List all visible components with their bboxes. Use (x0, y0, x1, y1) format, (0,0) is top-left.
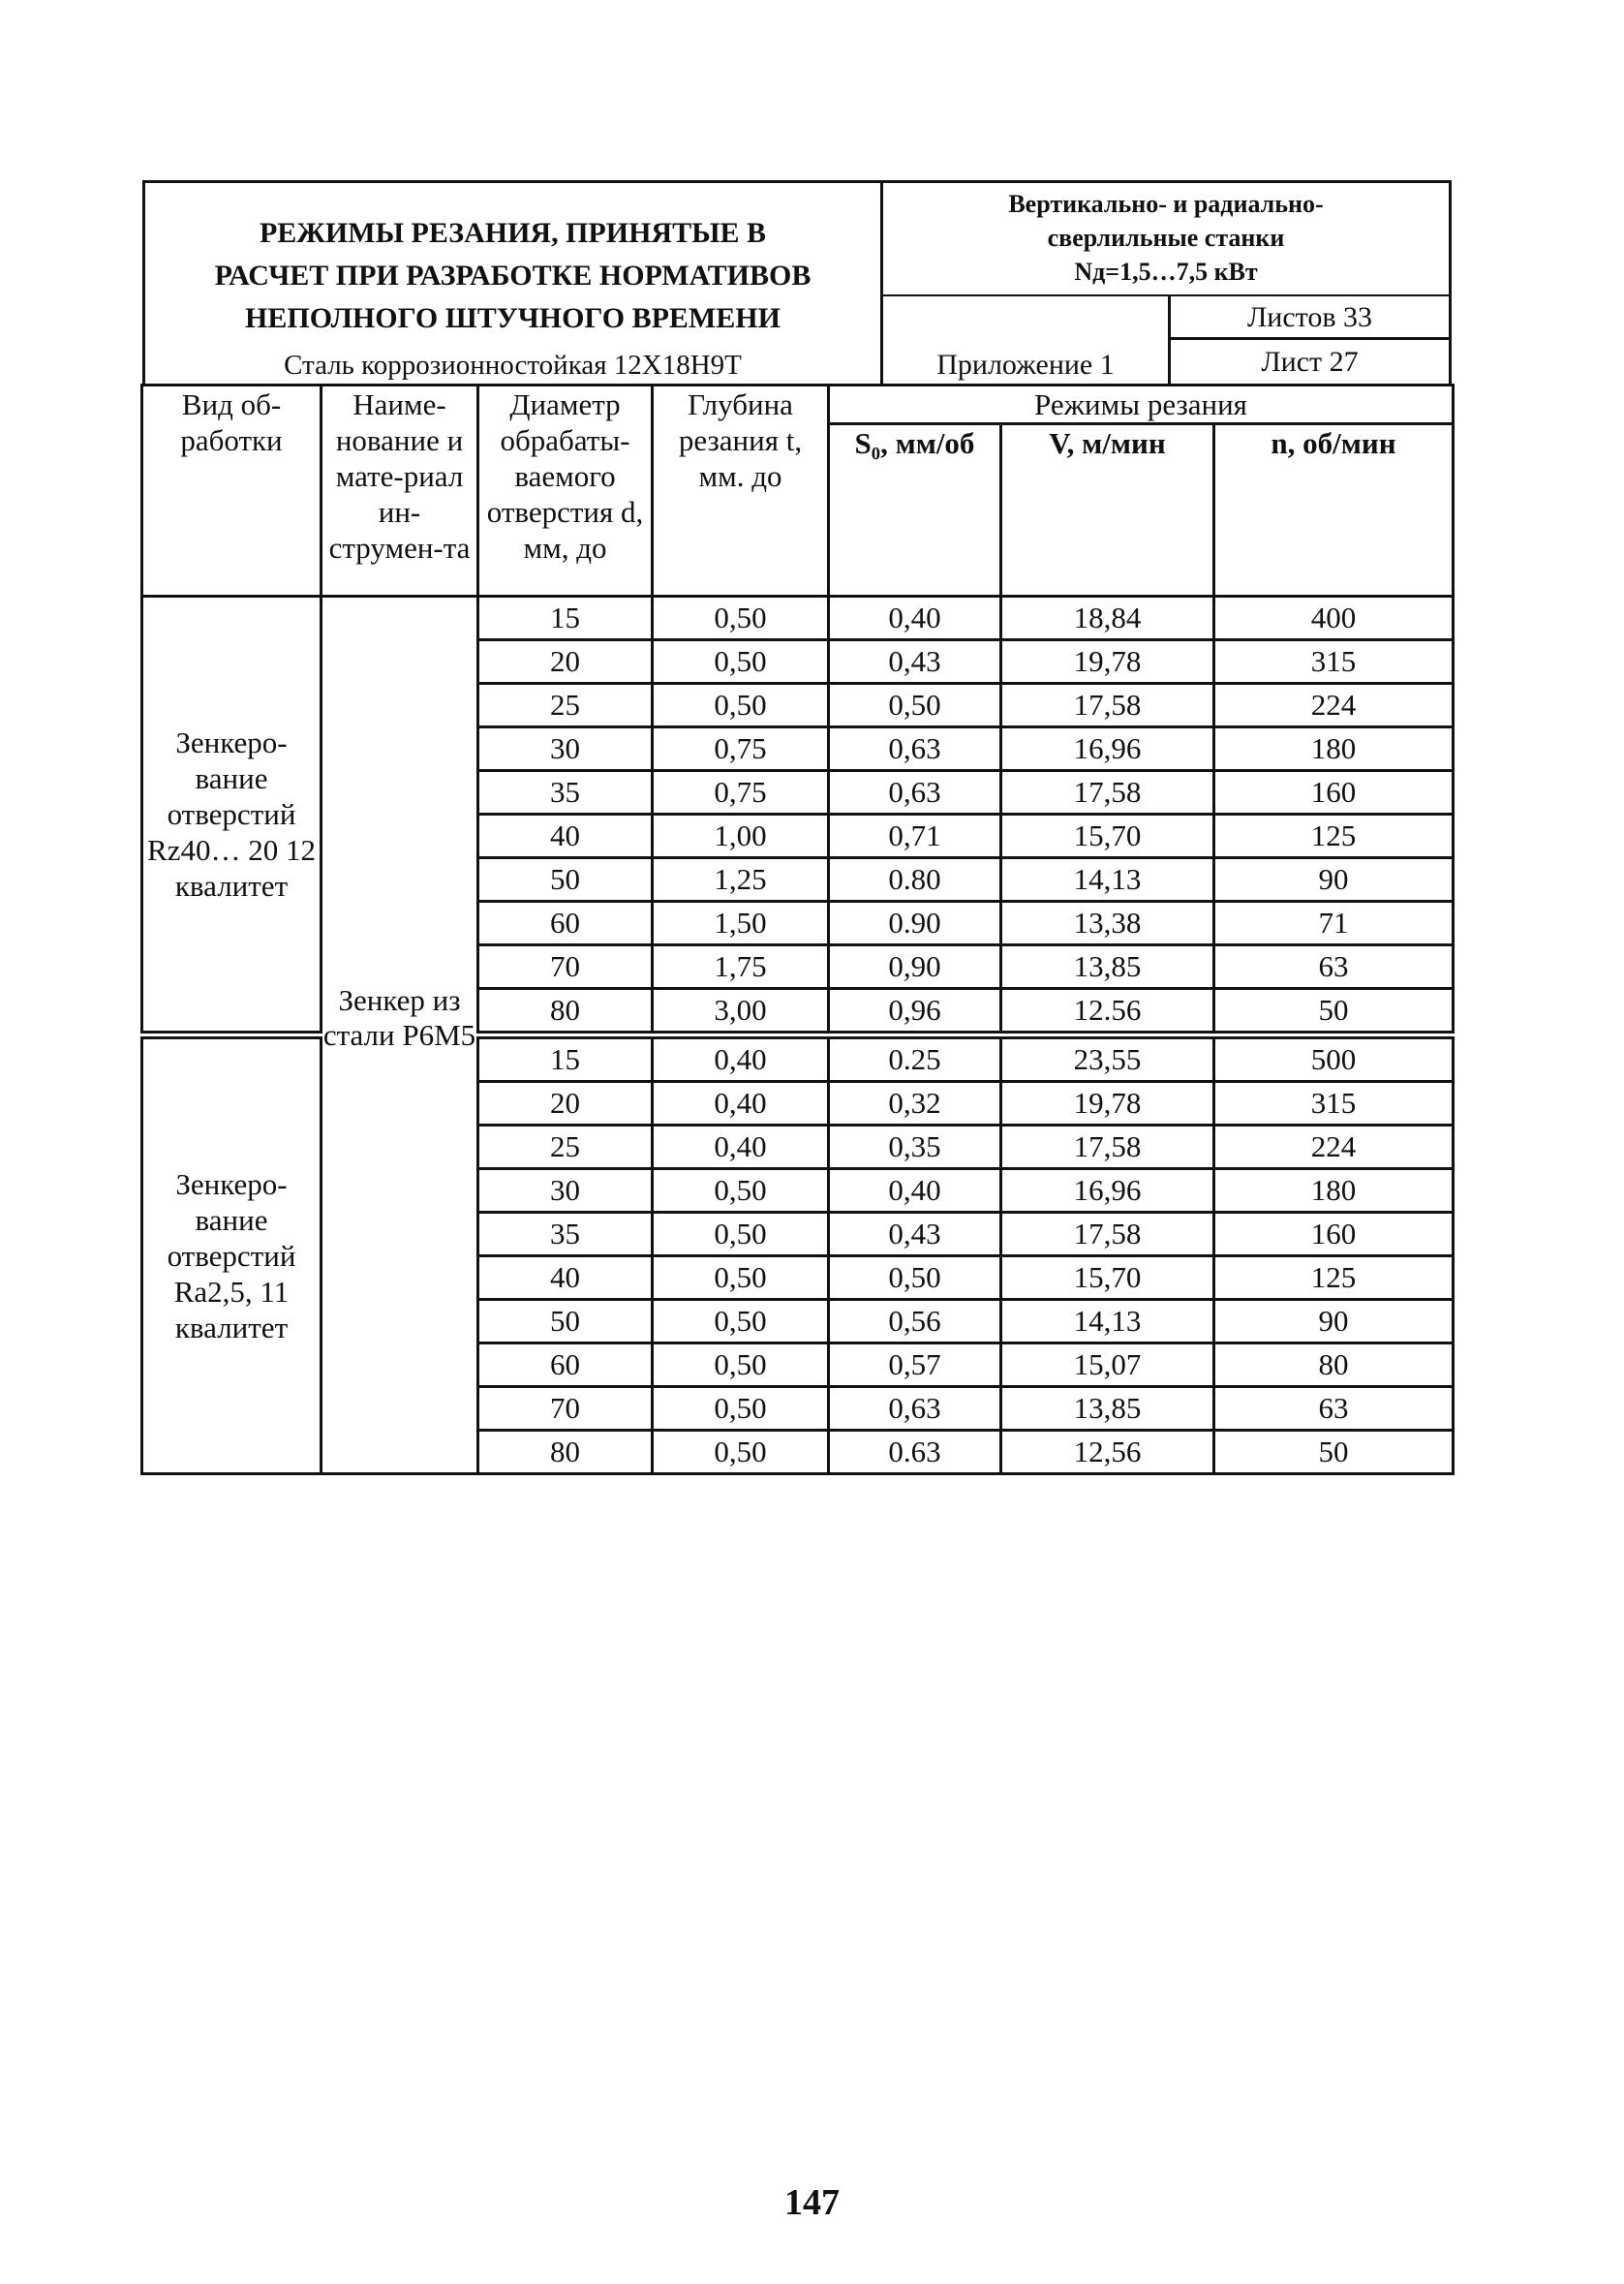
cell-s: 0,63 (829, 727, 1001, 771)
cell-n: 224 (1214, 684, 1454, 727)
cell-s: 0,63 (829, 1387, 1001, 1431)
cell-t: 0,50 (653, 1169, 829, 1213)
machine-block (880, 180, 1452, 296)
col-feed-header: S₀, мм/об (829, 424, 1001, 597)
col-operation-header: Вид об-работки (142, 386, 322, 597)
cell-t: 3,00 (653, 989, 829, 1035)
cell-s: 0,35 (829, 1126, 1001, 1169)
cell-d: 50 (478, 858, 653, 902)
cell-n: 63 (1214, 1387, 1454, 1431)
machine-line-2: сверлильные станки (1047, 224, 1285, 252)
cell-v: 12,56 (1001, 1431, 1214, 1474)
cell-v: 14,13 (1001, 1300, 1214, 1343)
cell-n: 125 (1214, 1256, 1454, 1300)
cell-d: 70 (478, 945, 653, 989)
cell-n: 180 (1214, 727, 1454, 771)
cell-v: 19,78 (1001, 640, 1214, 684)
cell-t: 0,40 (653, 1035, 829, 1082)
cell-v: 15,70 (1001, 815, 1214, 858)
cell-d: 80 (478, 989, 653, 1035)
cell-t: 1,25 (653, 858, 829, 902)
cell-d: 50 (478, 1300, 653, 1343)
cell-n: 500 (1214, 1035, 1454, 1082)
title-line-2: РАСЧЕТ ПРИ РАЗРАБОТКЕ НОРМАТИВОВ (214, 260, 812, 292)
cell-s: 0,43 (829, 640, 1001, 684)
sheet-number: Лист 27 (1171, 340, 1452, 384)
cell-d: 20 (478, 640, 653, 684)
cell-n: 90 (1214, 1300, 1454, 1343)
steel-grade: Сталь коррозионностойкая 12Х18Н9Т (284, 350, 742, 381)
cell-d: 80 (478, 1431, 653, 1474)
cell-n: 160 (1214, 771, 1454, 815)
appendix-cell (880, 296, 1171, 384)
cell-v: 14,13 (1001, 858, 1214, 902)
col-speed-header: V, м/мин (1001, 424, 1214, 597)
cell-n: 400 (1214, 597, 1454, 640)
cutting-modes-table (140, 384, 1455, 1475)
cell-d: 30 (478, 727, 653, 771)
tool-label: Зенкер из стали Р6М5 (322, 983, 476, 1052)
cell-t: 0,40 (653, 1082, 829, 1126)
cell-v: 17,58 (1001, 1213, 1214, 1256)
cell-v: 15,70 (1001, 1256, 1214, 1300)
cell-s: 0,43 (829, 1213, 1001, 1256)
col-tool-header: Наиме-нование и мате-риал ин-струмен-та (322, 386, 478, 597)
cell-n: 160 (1214, 1213, 1454, 1256)
cell-t: 0,50 (653, 640, 829, 684)
cell-s: 0,57 (829, 1343, 1001, 1387)
table-body (142, 597, 1454, 1474)
table-title-block (142, 180, 880, 384)
cell-v: 16,96 (1001, 727, 1214, 771)
cell-d: 30 (478, 1169, 653, 1213)
cell-d: 35 (478, 771, 653, 815)
cell-t: 0,50 (653, 1387, 829, 1431)
cell-d: 40 (478, 815, 653, 858)
cell-s: 0,71 (829, 815, 1001, 858)
cell-s: 0,90 (829, 945, 1001, 989)
cell-s: 0,40 (829, 1169, 1001, 1213)
col-modes-group-header: Режимы резания (829, 386, 1454, 424)
title-line-3: НЕПОЛНОГО ШТУЧНОГО ВРЕМЕНИ (245, 302, 781, 334)
cell-t: 1,00 (653, 815, 829, 858)
cell-v: 17,58 (1001, 1126, 1214, 1169)
cell-v: 17,58 (1001, 771, 1214, 815)
cell-s: 0.80 (829, 858, 1001, 902)
table-title (145, 212, 880, 340)
cell-d: 35 (478, 1213, 653, 1256)
cell-t: 1,50 (653, 902, 829, 945)
cell-s: 0.25 (829, 1035, 1001, 1082)
sheets-total: Листов 33 (1171, 296, 1452, 340)
cell-s: 0,32 (829, 1082, 1001, 1126)
title-line-1: РЕЖИМЫ РЕЗАНИЯ, ПРИНЯТЫЕ В (259, 217, 767, 249)
cell-n: 315 (1214, 1082, 1454, 1126)
cell-t: 0,50 (653, 597, 829, 640)
machine-power: Nд=1,5…7,5 кВт (1074, 258, 1258, 286)
cell-v: 17,58 (1001, 684, 1214, 727)
cell-s: 0,50 (829, 684, 1001, 727)
cell-s: 0,50 (829, 1256, 1001, 1300)
col-rpm-header: n, об/мин (1214, 424, 1454, 597)
tool-cell (322, 597, 478, 1474)
col-depth-header: Глубина резания t, мм. до (653, 386, 829, 597)
cell-n: 80 (1214, 1343, 1454, 1387)
cell-d: 25 (478, 684, 653, 727)
cell-v: 19,78 (1001, 1082, 1214, 1126)
cell-n: 63 (1214, 945, 1454, 989)
cell-s: 0,40 (829, 597, 1001, 640)
cell-n: 180 (1214, 1169, 1454, 1213)
operation-cell: Зенкеро-вание отверстий Ra2,5, 11 квалитет (142, 1035, 322, 1474)
cell-n: 71 (1214, 902, 1454, 945)
cell-v: 16,96 (1001, 1169, 1214, 1213)
cell-t: 0,75 (653, 771, 829, 815)
cell-t: 0,50 (653, 1213, 829, 1256)
cell-n: 125 (1214, 815, 1454, 858)
col-diameter-header: Диаметр обрабаты-ваемого отверстия d, мм, до (478, 386, 653, 597)
cell-v: 15,07 (1001, 1343, 1214, 1387)
cell-s: 0.63 (829, 1431, 1001, 1474)
page-number: 147 (784, 2182, 840, 2223)
cell-v: 18,84 (1001, 597, 1214, 640)
cell-v: 13,85 (1001, 945, 1214, 989)
cell-t: 0,50 (653, 1431, 829, 1474)
cell-t: 0,50 (653, 1256, 829, 1300)
cell-v: 23,55 (1001, 1035, 1214, 1082)
cell-n: 90 (1214, 858, 1454, 902)
cell-d: 25 (478, 1126, 653, 1169)
cell-d: 15 (478, 1035, 653, 1082)
cell-v: 13,85 (1001, 1387, 1214, 1431)
cell-v: 13,38 (1001, 902, 1214, 945)
cell-s: 0,96 (829, 989, 1001, 1035)
cell-s: 0.90 (829, 902, 1001, 945)
cell-s: 0,56 (829, 1300, 1001, 1343)
machine-line-1: Вертикально- и радиально- (1008, 190, 1324, 218)
cell-d: 15 (478, 597, 653, 640)
table-row (142, 597, 1454, 640)
cell-n: 50 (1214, 1431, 1454, 1474)
cell-n: 224 (1214, 1126, 1454, 1169)
cell-d: 70 (478, 1387, 653, 1431)
cell-d: 20 (478, 1082, 653, 1126)
cell-d: 60 (478, 902, 653, 945)
cell-d: 40 (478, 1256, 653, 1300)
cell-t: 1,75 (653, 945, 829, 989)
operation-cell: Зенкеро-вание отверстий Rz40… 20 12 квалитет (142, 597, 322, 1035)
cell-t: 0,50 (653, 1300, 829, 1343)
cell-n: 315 (1214, 640, 1454, 684)
cell-d: 60 (478, 1343, 653, 1387)
cell-n: 50 (1214, 989, 1454, 1035)
cell-v: 12.56 (1001, 989, 1214, 1035)
appendix-label: Приложение 1 (936, 349, 1115, 381)
cell-t: 0,50 (653, 684, 829, 727)
cell-t: 0,75 (653, 727, 829, 771)
cell-s: 0,63 (829, 771, 1001, 815)
cell-t: 0,50 (653, 1343, 829, 1387)
cell-t: 0,40 (653, 1126, 829, 1169)
